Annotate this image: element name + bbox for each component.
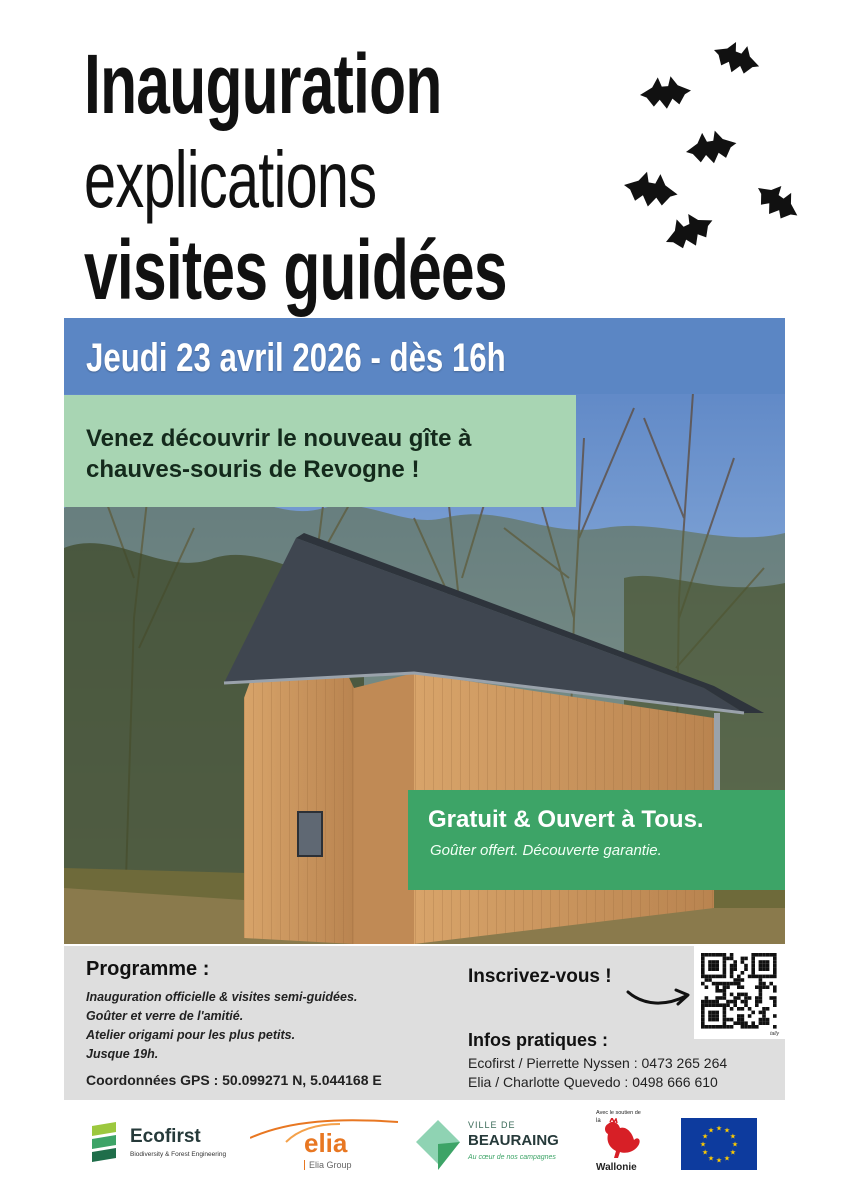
beauraing-logo	[414, 1114, 564, 1176]
wallonie-name: Wallonie	[596, 1162, 637, 1173]
free-subtext: Goûter offert. Découverte garantie.	[430, 842, 662, 859]
wallonie-la: la	[596, 1118, 601, 1124]
beauraing-emblem-icon	[414, 1118, 462, 1172]
intro-box	[64, 395, 576, 507]
eu-star-icon: ★	[707, 1127, 715, 1135]
contact-line: Ecofirst / Pierrette Nyssen : 0473 265 264	[468, 1055, 728, 1071]
bat-icon	[709, 36, 764, 81]
bat-icon	[659, 206, 719, 257]
arrow-icon	[624, 976, 694, 1012]
rooster-icon	[598, 1118, 642, 1160]
eu-flag-icon	[681, 1118, 757, 1170]
elia-name: elia	[304, 1128, 348, 1158]
title-line-3: visites guidées	[84, 223, 507, 317]
eu-star-icon: ★	[715, 1125, 723, 1133]
programme-item: Jusque 19h.	[86, 1047, 159, 1061]
programme-item: Inauguration officielle & visites semi-guidées.	[86, 990, 358, 1004]
bat-icon	[621, 168, 680, 211]
wallonie-support: Avec le soutien de	[596, 1110, 641, 1116]
infos-contacts	[468, 1054, 727, 1092]
registration-qr-code[interactable]	[694, 946, 785, 1039]
beauraing-prefix: VILLE DE	[468, 1120, 516, 1130]
programme-list	[86, 988, 357, 1064]
eu-star-icon: ★	[702, 1149, 709, 1157]
eu-star-icon: ★	[699, 1141, 707, 1149]
date-banner	[64, 318, 785, 394]
eu-star-icon: ★	[723, 1155, 731, 1163]
free-admission-box	[408, 790, 785, 890]
ecofirst-tagline: Biodiversity & Forest Engineering	[130, 1151, 227, 1158]
eu-star-icon: ★	[702, 1133, 709, 1141]
ecofirst-name: Ecofirst	[130, 1126, 201, 1147]
bat-icon	[749, 176, 806, 228]
contact-line: Elia / Charlotte Quevedo : 0498 666 610	[468, 1074, 718, 1090]
eu-star-icon: ★	[715, 1157, 723, 1165]
event-date: Jeudi 23 avril 2026 - dès 16h	[86, 336, 506, 380]
info-panel	[64, 946, 785, 1100]
intro-text: Venez découvrir le nouveau gîte à chauves-souris de Revogne !	[86, 425, 472, 483]
free-heading: Gratuit & Ouvert à Tous.	[428, 806, 704, 833]
title-line-1: Inauguration	[84, 37, 442, 131]
infos-title: Infos pratiques :	[468, 1030, 609, 1050]
elia-tagline: Elia Group	[304, 1160, 352, 1170]
programme-title: Programme :	[86, 958, 210, 980]
bat-icon	[639, 75, 693, 111]
eu-star-icon: ★	[723, 1127, 731, 1135]
programme-item: Atelier origami pour les plus petits.	[86, 1028, 296, 1042]
eu-star-icon: ★	[731, 1141, 739, 1149]
eu-star-icon: ★	[729, 1149, 736, 1157]
beauraing-name: BEAURAING	[468, 1132, 559, 1149]
wallonie-logo	[592, 1110, 662, 1176]
partner-logos	[64, 1110, 785, 1180]
elia-logo	[250, 1114, 400, 1176]
bats-illustration	[610, 20, 820, 270]
eu-star-icon: ★	[729, 1133, 736, 1141]
programme-item: Goûter et verre de l'amitié.	[86, 1009, 244, 1023]
register-label: Inscrivez-vous !	[468, 966, 612, 987]
bat-icon	[683, 127, 739, 167]
eu-star-icon: ★	[707, 1155, 715, 1163]
ecofirst-logo	[90, 1120, 250, 1170]
eu-logo	[681, 1118, 757, 1170]
qr-caption: tally	[770, 1031, 779, 1037]
beauraing-tagline: Au cœur de nos campagnes	[468, 1154, 556, 1161]
gps-coordinates: Coordonnées GPS : 50.099271 N, 5.044168 E	[86, 1072, 382, 1088]
title-line-2: explications	[84, 135, 377, 224]
ecofirst-leaf-icon	[90, 1122, 120, 1166]
